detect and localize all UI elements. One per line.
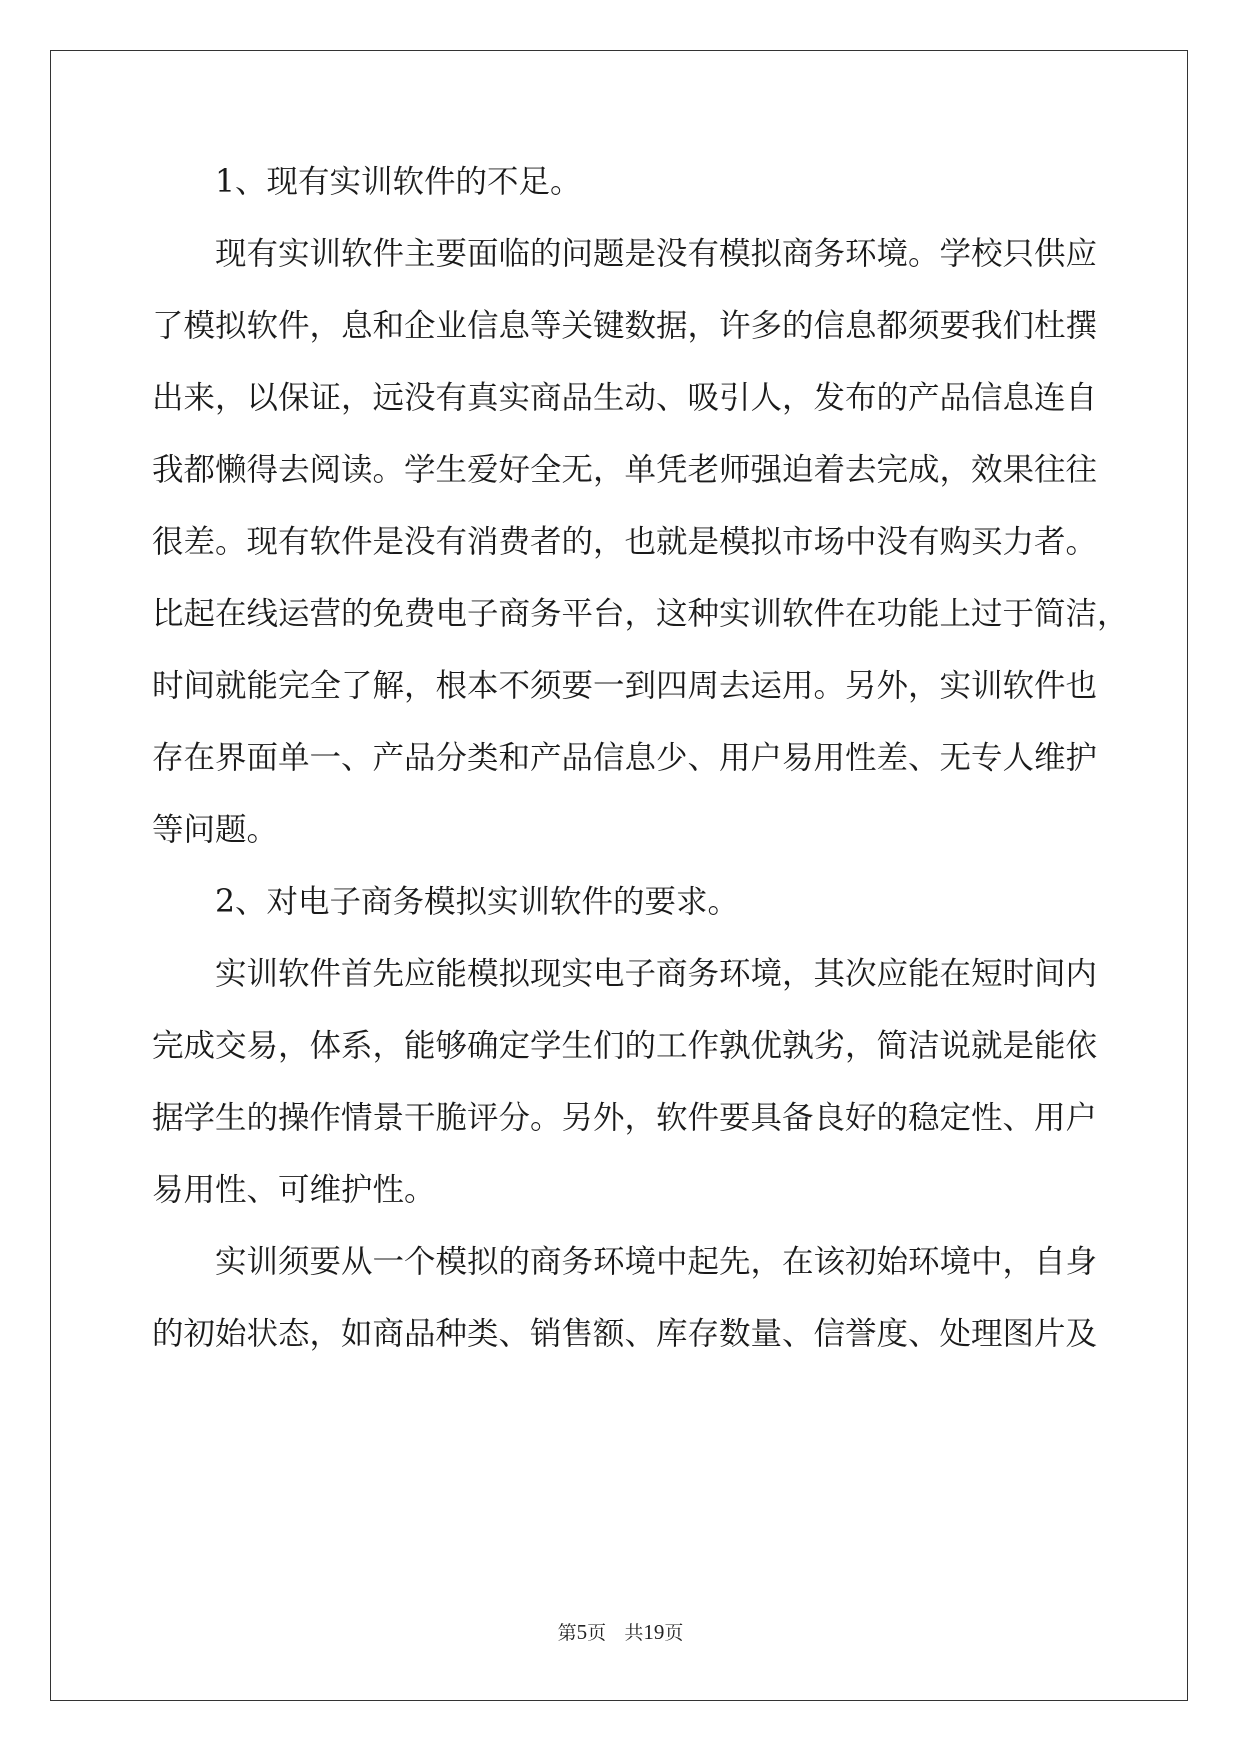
paragraph-line: 比起在线运营的免费电子商务平台，这种实训软件在功能上过于简洁， xyxy=(152,596,1129,632)
heading-2: 2、对电子商务模拟实训软件的要求。 xyxy=(215,884,740,920)
footer-prefix: 第 xyxy=(557,1622,577,1644)
footer-total-suffix: 页 xyxy=(664,1622,684,1644)
page-border xyxy=(50,50,1188,1701)
paragraph-line: 的初始状态，如商品种类、销售额、库存数量、信誉度、处理图片及 xyxy=(152,1316,1098,1352)
paragraph-line: 存在界面单一、产品分类和产品信息少、用户易用性差、无专人维护 xyxy=(152,740,1098,776)
page-number: 5 xyxy=(576,1620,588,1644)
paragraph-line: 实训软件首先应能模拟现实电子商务环境，其次应能在短时间内 xyxy=(215,956,1098,992)
total-pages: 19 xyxy=(643,1620,665,1644)
paragraph-line: 时间就能完全了解，根本不须要一到四周去运用。另外，实训软件也 xyxy=(152,668,1098,704)
paragraph-line: 完成交易，体系，能够确定学生们的工作孰优孰劣，简洁说就是能依 xyxy=(152,1028,1098,1064)
paragraph-line: 我都懒得去阅读。学生爱好全无，单凭老师强迫着去完成，效果往往 xyxy=(152,452,1098,488)
footer-total-prefix: 共 xyxy=(624,1622,644,1644)
paragraph-line: 了模拟软件，息和企业信息等关键数据，许多的信息都须要我们杜撰 xyxy=(152,308,1098,344)
paragraph-line: 实训须要从一个模拟的商务环境中起先，在该初始环境中，自身 xyxy=(215,1244,1098,1280)
paragraph-line: 现有实训软件主要面临的问题是没有模拟商务环境。学校只供应 xyxy=(215,236,1098,272)
paragraph-line: 很差。现有软件是没有消费者的，也就是模拟市场中没有购买力者。 xyxy=(152,524,1098,560)
paragraph-line: 据学生的操作情景干脆评分。另外，软件要具备良好的稳定性、用户 xyxy=(152,1100,1098,1136)
paragraph-line: 等问题。 xyxy=(152,812,279,848)
footer-page-suffix: 页 xyxy=(587,1622,607,1644)
heading-1: 1、现有实训软件的不足。 xyxy=(215,164,582,200)
paragraph-line: 出来，以保证，远没有真实商品生动、吸引人，发布的产品信息连自 xyxy=(152,380,1098,416)
paragraph-line: 易用性、可维护性。 xyxy=(152,1172,436,1208)
page-footer xyxy=(0,1620,1241,1645)
